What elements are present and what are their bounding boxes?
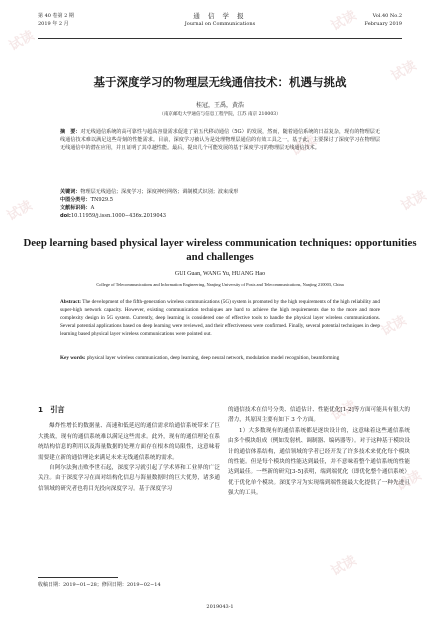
- watermark: 试读: [398, 188, 430, 215]
- en-abstract-text: The development of the fifth-generation wireless communications (5G) system is promoted by the high requirements of the high reliability and super-high network capacity. However, existing communication techniques are hard to achieve the high requirements due to the more and more complexity design in 5G system. Currently, deep learning is considered one of effective tools to handle the physical layer wireless communications. Several potential applications based on deep learning were reviewed, and their effectiveness were confirmed. Finally, several potential techniques in deep learning based physical layer wireless communications were pointed out.: [60, 299, 380, 337]
- header-rule: [38, 38, 402, 39]
- date-zh: 2019 年 2 月: [38, 21, 69, 27]
- volume-en: Vol.40 No.2: [372, 13, 402, 19]
- volume-zh: 第 40 卷第 2 期: [38, 13, 74, 19]
- en-title: Deep learning based physical layer wireless communication techniques: opportunities and challenges: [23, 237, 417, 263]
- zh-doc-label: 文献标识码：: [60, 205, 91, 211]
- journal-en: Journal on Communications: [184, 21, 256, 27]
- watermark: 试读: [393, 468, 425, 495]
- zh-affiliation: （南京邮电大学通信与信息工程学院，江苏 南京 210003）: [159, 112, 281, 117]
- watermark: 试读: [328, 553, 360, 580]
- page-number: 2019043-1: [206, 604, 234, 610]
- section-heading: 1 引言: [38, 405, 65, 414]
- zh-keywords: [60, 188, 380, 196]
- zh-clc: [60, 196, 380, 204]
- header-center: [38, 12, 402, 28]
- en-abstract: [60, 298, 380, 338]
- zh-doc-text: A: [90, 205, 95, 211]
- watermark: 试读: [388, 58, 420, 85]
- watermark: 试读: [288, 133, 320, 160]
- en-abstract-label: Abstract:: [60, 299, 82, 305]
- zh-authors: 桂冠，王禹，黄浩: [195, 102, 244, 109]
- paragraph: 1）大多数现有的通信系统都是逐块设计的，这意味着这些通信系统由多个模块组成（例如发射机、调制器、编码器等）。对于这种基于模块设计的通信体系结构，通信领域的学者已经开发了许多技术来优化每个模块的性能。但是每个模块的性能达到最佳，并不意味着整个通信系统的性能达到最佳。一些新的研究[3-5]表明，端到端优化（即优化整个通信系统）优于优化单个模块。深度学习为实现端到端性能最大化提供了一种先进且强大的工具。: [228, 427, 410, 497]
- zh-doi-label: doi:: [60, 213, 71, 219]
- en-authors: GUI Guan, WANG Yu, HUANG Hao: [174, 271, 266, 277]
- date-en: February 2019: [364, 21, 402, 27]
- watermark: 试读: [328, 8, 360, 35]
- zh-doi-text: 10.11959/j.issn.1000−436x.2019043: [70, 213, 167, 219]
- zh-abstract-text: 对无线通信系统的高可靠性与超高容量需求促进了第五代移动通信（5G）的发展，然而，随着通信系统的日益复杂，现有的物理层无线通信技术难以满足这些苛刻的性能需求。目前，深度学习被认为是处理物理层通信的有效工具之一，基于此，主要探讨了深度学习在物理层无线通信中的潜在应用，并且证明了其卓越性能。最后，提出几个可能发展的基于深度学习的物理层无线通信技术。: [60, 129, 380, 152]
- running-header: [38, 12, 402, 48]
- body-right-column: [228, 405, 410, 499]
- body-left-column: [38, 405, 220, 494]
- zh-keywords-label: 关键词：: [60, 189, 81, 195]
- footnote-rule: [38, 577, 118, 578]
- zh-title: 基于深度学习的物理层无线通信技术：机遇与挑战: [93, 75, 347, 89]
- footnote-dates: 收稿日期：2019−01−28；修回日期：2019−02−14: [38, 582, 161, 588]
- header-right: [365, 12, 402, 28]
- en-keywords-label: Key words:: [60, 355, 86, 361]
- zh-abstract-label: 摘 要：: [60, 129, 81, 135]
- watermark: 试读: [378, 313, 410, 340]
- paragraph: 的通信技术在信号分类、信道估计、性能优化[1-2]等方面可能具有很大的潜力，其原因主要有如下 3 个方面。: [228, 407, 410, 424]
- en-affiliation: College of Telecommunications and Information Engineering, Nanjing University of Posts and Telecommunications, Nanjing 210003, China: [96, 282, 344, 287]
- paragraph: 自阿尔法狗击败李世石起，深度学习就引起了学术界和工业界的广泛关注。由于深度学习在面对结构化信息与海量数据时的巨大优势，诸多通信领域的研究者也将目光投向深度学习。基于深度学习: [38, 465, 220, 492]
- en-keywords-text: physical layer wireless communication, deep learning, deep neural network, modulation model recognition, beamforming: [86, 355, 340, 361]
- watermark: 试读: [6, 28, 38, 55]
- zh-clc-text: TN929.5: [90, 197, 114, 203]
- zh-keywords-text: 物理层无线通信；深度学习；深度神经网络；调制模式识别；波束成形: [80, 189, 239, 195]
- watermark: 试读: [4, 198, 36, 225]
- zh-abstract: [60, 128, 380, 153]
- zh-doc-code: [60, 204, 380, 212]
- journal-zh: 通 信 学 报: [193, 12, 247, 20]
- zh-doi: [60, 212, 380, 220]
- en-keywords: [60, 354, 380, 362]
- paragraph: 爆炸性增长的数据量、高速和低延迟的通信需求给通信系统带来了巨大挑战，现有的通信系统难以满足这些需求。此外，现有的通信理论在系统结构信息的利用以及海量数据的处理方面存在根本的局限性，这意味着需要建立新的通信理论来满足未来无线通信系统的需求。: [38, 423, 220, 461]
- zh-clc-label: 中图分类号：: [60, 197, 91, 203]
- watermark: 试读: [328, 398, 360, 425]
